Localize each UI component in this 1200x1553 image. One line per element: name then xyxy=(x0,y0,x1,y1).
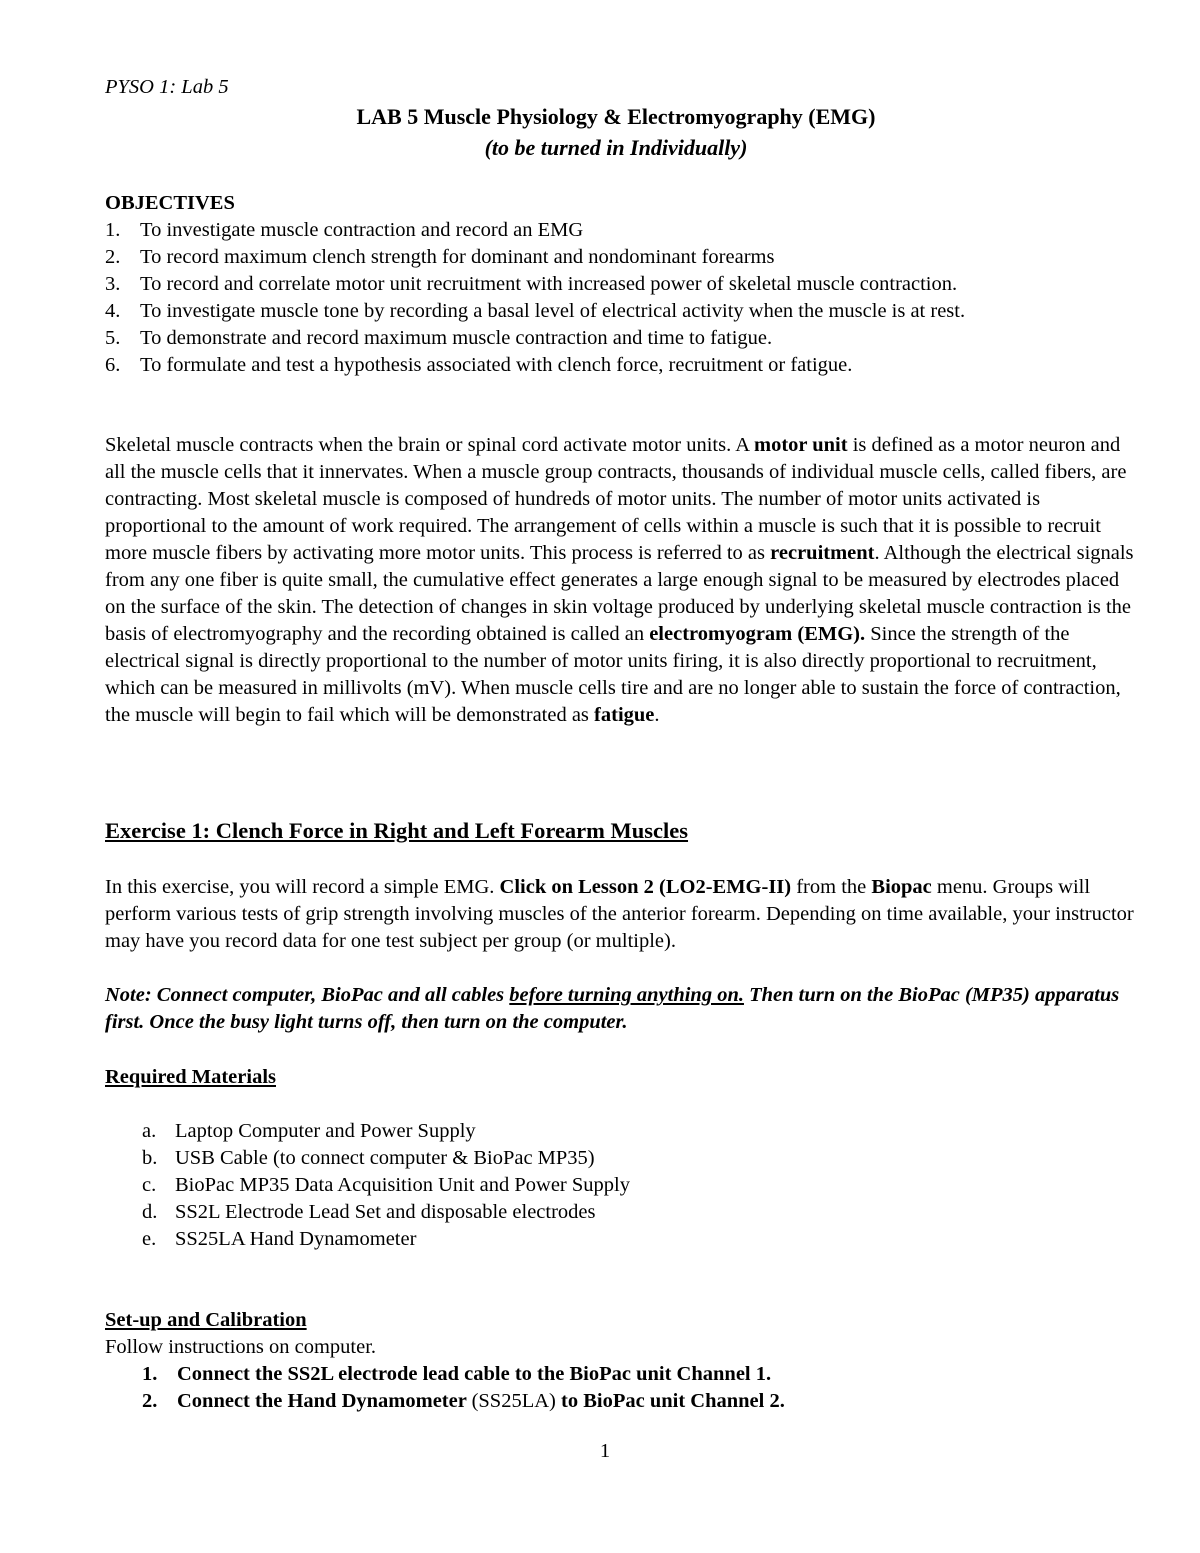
objective-number: 6. xyxy=(105,354,121,376)
page-header: PYSO 1: Lab 5 xyxy=(105,76,229,98)
material-item xyxy=(142,1226,630,1253)
note-emphasis: before turning anything on. xyxy=(509,984,744,1006)
objective-item xyxy=(105,325,965,352)
material-text: BioPac MP35 Data Acquisition Unit and Power Supply xyxy=(175,1174,630,1196)
exercise-intro-text: menu. Groups will perform various tests of grip strength involving muscles of the anterior forearm. Depending on time available, your instructor may have you record data for one test subject per group (or multiple). xyxy=(105,876,1134,952)
step-text: to BioPac unit Channel 2. xyxy=(555,1390,785,1412)
setup-steps xyxy=(142,1361,785,1415)
material-letter: c. xyxy=(142,1174,157,1196)
objectives-heading: OBJECTIVES xyxy=(105,192,235,214)
intro-text: . Although the electrical signals from any one fiber is quite small, the cumulative effect generates a large enough signal to be measured by electrodes placed on the surface of the skin. The detection of changes in skin voltage produced by underlying skeletal muscle contraction is the basis of electromyography and the recording obtained is called an xyxy=(105,542,1134,645)
objective-number: 4. xyxy=(105,300,121,322)
setup-instructions: Follow instructions on computer. xyxy=(105,1336,377,1358)
material-letter: d. xyxy=(142,1201,158,1223)
step-number: 2. xyxy=(142,1390,158,1412)
objective-text: To formulate and test a hypothesis associated with clench force, recruitment or fatigue. xyxy=(140,354,853,376)
note-text: Then turn on the BioPac (MP35) apparatus first. Once the busy light turns off, then turn on the computer. xyxy=(105,984,1120,1033)
material-item xyxy=(142,1172,630,1199)
objective-item xyxy=(105,244,965,271)
objective-text: To investigate muscle tone by recording a basal level of electrical activity when the muscle is at rest. xyxy=(140,300,966,322)
objective-text: To investigate muscle contraction and record an EMG xyxy=(140,219,584,241)
setup-heading: Set-up and Calibration xyxy=(105,1309,307,1331)
lab-subtitle: (to be turned in Individually) xyxy=(484,135,748,160)
intro-text: is defined as a motor neuron and all the muscle cells that it innervates. When a muscle group contracts, thousands of individual muscle cells, called fibers, are contracting. Most skeletal muscle is composed of hundreds of motor units. The number of motor units activated is proportional to the amount of work required. The arrangement of cells within a muscle is such that it is possible to recruit more muscle fibers by activating more motor units. This process is referred to as xyxy=(105,434,1127,564)
term-emg: electromyogram (EMG). xyxy=(649,623,866,645)
biopac-menu-reference: Biopac xyxy=(871,876,932,898)
exercise-intro-text: from the xyxy=(791,876,872,898)
exercise-intro-text: In this exercise, you will record a simple EMG. xyxy=(105,876,500,898)
material-item xyxy=(142,1199,630,1226)
material-text: SS25LA Hand Dynamometer xyxy=(175,1228,417,1250)
objectives-list xyxy=(105,217,965,379)
material-letter: b. xyxy=(142,1147,158,1169)
note-text: Note: Connect computer, BioPac and all cables xyxy=(105,984,510,1006)
material-letter: e. xyxy=(142,1228,157,1250)
intro-paragraph xyxy=(105,432,1135,729)
objective-number: 2. xyxy=(105,246,121,268)
material-text: Laptop Computer and Power Supply xyxy=(175,1120,476,1142)
step-number: 1. xyxy=(142,1363,158,1385)
setup-note xyxy=(105,982,1135,1036)
objective-text: To demonstrate and record maximum muscle contraction and time to fatigue. xyxy=(140,327,773,349)
objective-item xyxy=(105,271,965,298)
materials-list xyxy=(142,1118,630,1253)
objective-item xyxy=(105,298,965,325)
intro-text: Since the strength of the electrical signal is directly proportional to the number of motor units firing, it is also directly proportional to recruitment, which can be measured in millivolts (mV). When muscle cells tire and are no longer able to sustain the force of contraction, the muscle will begin to fail which will be demonstrated as xyxy=(105,623,1121,726)
lesson-reference: Click on Lesson 2 (LO2-EMG-II) xyxy=(499,876,792,898)
lab-title: LAB 5 Muscle Physiology & Electromyography (EMG) xyxy=(356,104,876,129)
objective-number: 1. xyxy=(105,219,121,241)
material-item xyxy=(142,1145,630,1172)
material-item xyxy=(142,1118,630,1145)
term-motor-unit: motor unit xyxy=(754,434,848,456)
step-text: Connect the SS2L electrode lead cable to the BioPac unit Channel 1. xyxy=(177,1363,772,1385)
objective-item xyxy=(105,352,965,379)
setup-step xyxy=(142,1361,785,1388)
step-model-code: (SS25LA) xyxy=(471,1390,556,1412)
objective-number: 3. xyxy=(105,273,121,295)
term-recruitment: recruitment xyxy=(770,542,875,564)
material-letter: a. xyxy=(142,1120,157,1142)
step-text: Connect the Hand Dynamometer xyxy=(177,1390,472,1412)
required-materials-heading: Required Materials xyxy=(105,1066,276,1088)
intro-text: . xyxy=(654,704,660,726)
objective-item xyxy=(105,217,965,244)
objective-text: To record maximum clench strength for dominant and nondominant forearms xyxy=(140,246,775,268)
page-number: 1 xyxy=(599,1440,611,1462)
objective-number: 5. xyxy=(105,327,121,349)
intro-text: Skeletal muscle contracts when the brain or spinal cord activate motor units. A xyxy=(105,434,754,456)
setup-step xyxy=(142,1388,785,1415)
objective-text: To record and correlate motor unit recruitment with increased power of skeletal muscle contraction. xyxy=(140,273,958,295)
exercise-1-intro xyxy=(105,874,1135,955)
material-text: SS2L Electrode Lead Set and disposable electrodes xyxy=(175,1201,596,1223)
material-text: USB Cable (to connect computer & BioPac MP35) xyxy=(175,1147,595,1169)
term-fatigue: fatigue xyxy=(594,704,655,726)
exercise-1-heading: Exercise 1: Clench Force in Right and Left Forearm Muscles xyxy=(105,818,689,843)
